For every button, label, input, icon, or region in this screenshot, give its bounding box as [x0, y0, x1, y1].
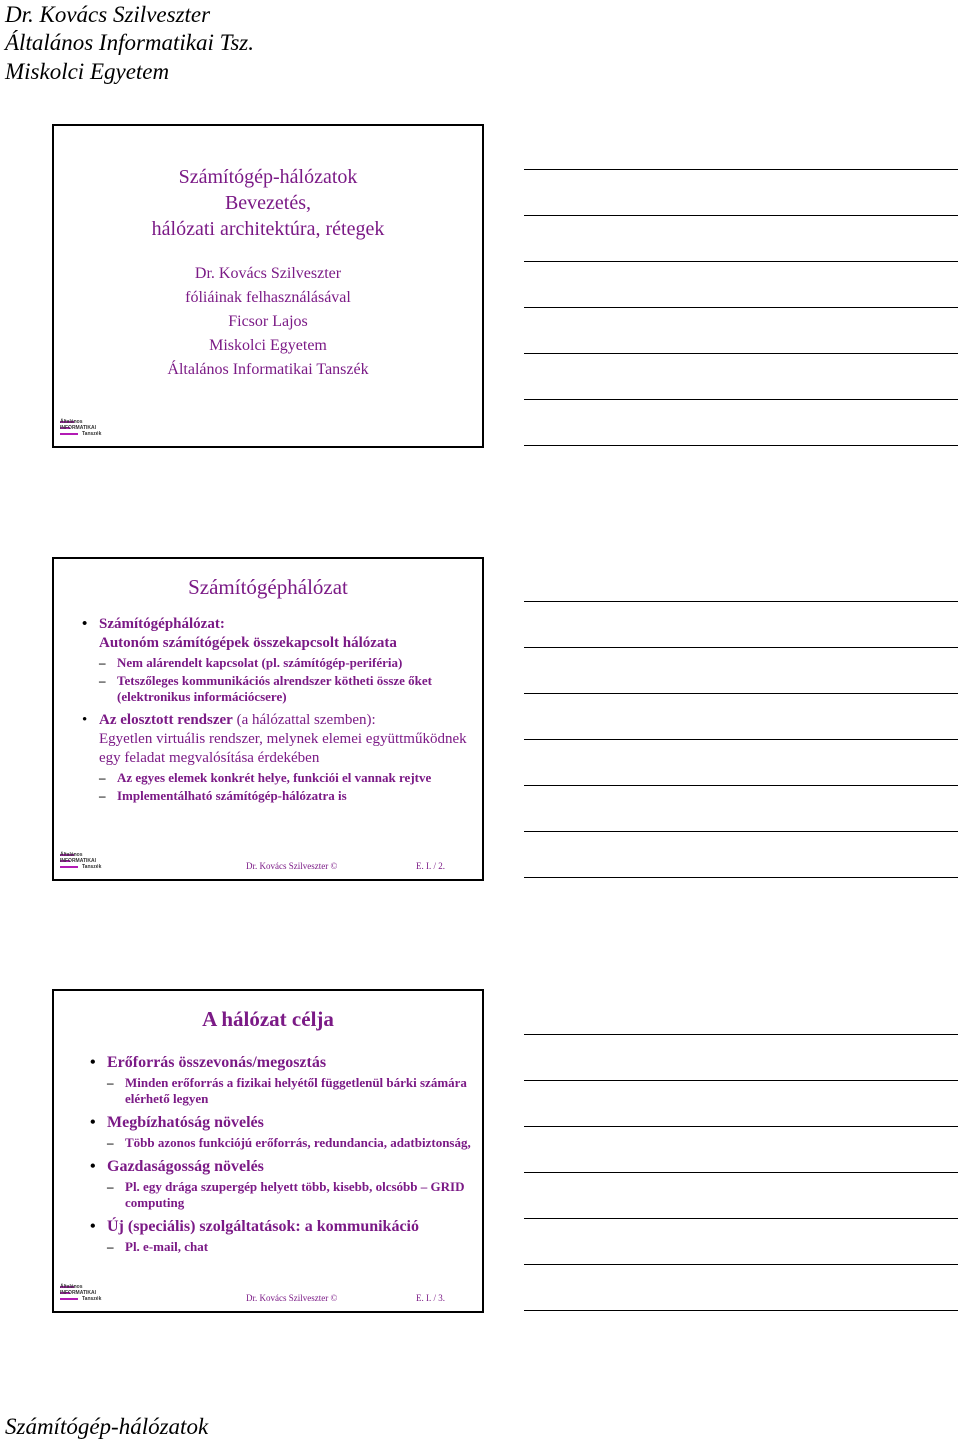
logo-text: Általános: [60, 419, 83, 425]
slide-1: [52, 124, 484, 448]
logo-text: Általános: [60, 852, 83, 858]
bullet-text: Autonóm számítógépek összekapcsolt hálózata: [99, 635, 397, 651]
bullet-text: Egyetlen virtuális rendszer, melynek elemei együttműködnek egy feladat megvalósítása érdekében: [99, 731, 467, 766]
logo-text: INFORMATIKAI: [60, 858, 97, 864]
slide-1-subtitle-line: Miskolci Egyetem: [209, 337, 327, 354]
header-department: Általános Informatikai Tsz.: [5, 30, 254, 55]
slide-author: Dr. Kovács Szilveszter ©: [246, 1293, 338, 1303]
slide-1-subtitle-line: Általános Informatikai Tanszék: [167, 361, 369, 378]
slide-author: Dr. Kovács Szilveszter ©: [246, 861, 338, 871]
slide-page-number: E. I. / 2.: [416, 861, 445, 871]
note-line: [524, 215, 958, 216]
slide-3-title: A hálózat célja: [202, 1007, 334, 1031]
note-line: [524, 307, 958, 308]
note-line: [524, 877, 958, 878]
note-line: [524, 1126, 958, 1127]
slide-2-title: Számítógéphálózat: [188, 575, 348, 599]
slide-1-title-line: hálózati architektúra, rétegek: [151, 218, 385, 240]
department-logo: [60, 853, 108, 873]
note-line: [524, 261, 958, 262]
bullet: [82, 711, 472, 768]
slide-1-subtitle-line: Dr. Kovács Szilveszter: [194, 265, 342, 282]
slide-1-subtitle-line: fóliáinak felhasználásával: [185, 289, 351, 306]
sub-bullet: – Pl. e-mail, chat: [90, 1239, 472, 1255]
note-line: [524, 445, 958, 446]
page-footer: Számítógép-hálózatok: [5, 1414, 209, 1439]
note-line: [524, 831, 958, 832]
logo-text: Általános: [60, 1284, 83, 1290]
department-logo: [60, 420, 108, 440]
slide-3: [52, 989, 484, 1313]
note-line: [524, 353, 958, 354]
slide-1-subtitle-line: Ficsor Lajos: [228, 313, 308, 330]
bullet-text: Számítógéphálózat:: [99, 616, 225, 632]
logo-text: INFORMATIKAI: [60, 1290, 97, 1296]
logo-text: INFORMATIKAI: [60, 425, 97, 431]
sub-bullet: – Tetszőleges kommunikációs alrendszer kötheti össze őket (elektronikus információcsere): [82, 673, 472, 705]
sub-bullet: – Minden erőforrás a fizikai helyétől függetlenül bárki számára elérhető legyen: [90, 1075, 472, 1107]
header-author: Dr. Kovács Szilveszter: [5, 2, 211, 27]
sub-bullet: – Több azonos funkciójú erőforrás, redundancia, adatbiztonság,: [90, 1135, 472, 1151]
note-line: [524, 169, 958, 170]
slide-1-subtitle: [54, 262, 482, 382]
sub-bullet: – Pl. egy drága szupergép helyett több, kisebb, olcsóbb – GRID computing: [90, 1179, 472, 1211]
note-line: [524, 1034, 958, 1035]
slide-2-body: [82, 615, 472, 806]
note-line: [524, 1264, 958, 1265]
slide-1-title: [54, 164, 482, 242]
bullet: • Erőforrás összevonás/megosztás: [90, 1053, 472, 1073]
bullet: • Megbízhatóság növelés: [90, 1113, 472, 1133]
logo-text: Tanszék: [82, 1296, 102, 1302]
note-line: [524, 647, 958, 648]
note-line: [524, 693, 958, 694]
note-line: [524, 1310, 958, 1311]
bullet-text: (a hálózattal szemben):: [232, 712, 376, 728]
sub-bullet: – Implementálható számítógép-hálózatra is: [82, 788, 472, 804]
logo-text: Tanszék: [82, 431, 102, 437]
department-logo: [60, 1285, 108, 1305]
sub-bullet: – Az egyes elemek konkrét helye, funkciói el vannak rejtve: [82, 770, 472, 786]
note-line: [524, 785, 958, 786]
note-line: [524, 601, 958, 602]
logo-text: Tanszék: [82, 864, 102, 870]
note-line: [524, 1080, 958, 1081]
bullet: • Új (speciális) szolgáltatások: a kommunikáció: [90, 1217, 472, 1237]
bullet: • Gazdaságosság növelés: [90, 1157, 472, 1177]
bullet-text-bold: Az elosztott rendszer: [99, 712, 233, 728]
sub-bullet: – Nem alárendelt kapcsolat (pl. számítógép-periféria): [82, 655, 472, 671]
header-university: Miskolci Egyetem: [5, 59, 170, 84]
bullet: [82, 615, 472, 653]
slide-3-body: [90, 1047, 472, 1257]
slide-page-number: E. I. / 3.: [416, 1293, 445, 1303]
note-line: [524, 399, 958, 400]
note-line: [524, 739, 958, 740]
note-line: [524, 1172, 958, 1173]
note-line: [524, 1218, 958, 1219]
slide-1-title-line: Bevezetés,: [224, 192, 312, 214]
slide-1-title-line: Számítógép-hálózatok: [178, 166, 358, 188]
slide-2: [52, 557, 484, 881]
